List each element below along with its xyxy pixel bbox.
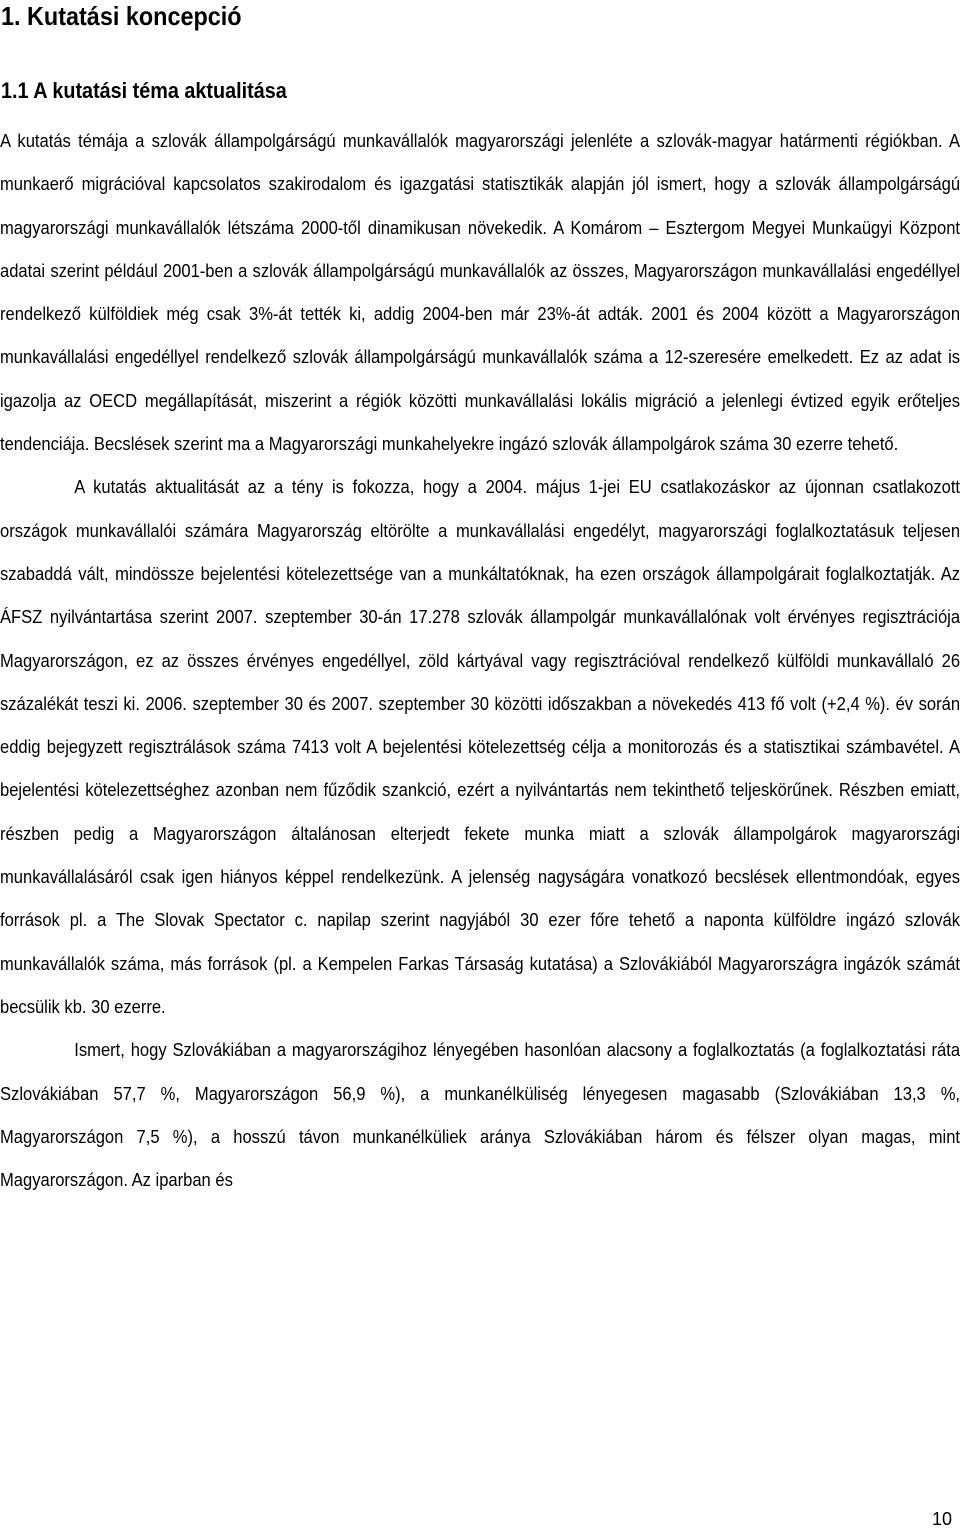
paragraph-2: A kutatás aktualitását az a tény is fokozza, hogy a 2004. május 1-jei EU csatlakozáskor az újonnan csatlakozott országok munkavállalói számára Magyarország eltörölte a munkavállalási engedélyt, magyarországi foglalkoztatásuk teljesen szabaddá vált, mindössze bejelentési kötelezettsége van a munkáltatóknak, ha ezen országok állampolgárait foglalkoztatják. Az ÁFSZ nyilvántartása szerint 2007. szeptember 30-án 17.278 szlovák állampolgár munkavállalónak volt érvényes regisztrációja Magyarországon, ez az összes érvényes engedéllyel, zöld kártyával vagy regisztrációval rendelkező külföldi munkavállaló 26 százalékát teszi ki. 2006. szeptember 30 és 2007. szeptember 30 közötti időszakban a növekedés 413 fő volt (+2,4 %). év során eddig bejegyzett regisztrálások száma 7413 volt A bejelentési kötelezettség célja a monitorozás és a statisztikai számbavétel. A bejelentési kötelezettséghez azonban nem fűződik szankció, ezért a nyilvántartás nem tekinthető teljeskörűnek. Részben emiatt, részben pedig a Magyarországon általánosan elterjedt fekete munka miatt a szlovák állampolgárok magyarországi munkavállalásáról csak igen hiányos képpel rendelkezünk. A jelenség nagyságára vonatkozó becslések ellentmondóak, egyes források pl. a The Slovak Spectator c. napilap szerint nagyjából 30 ezer főre tehető a naponta külföldre ingázó szlovák munkavállalók száma, más források (pl. a Kempelen Farkas Társaság kutatása) a Szlovákiából Magyarországra ingázók számát becsülik kb. 30 ezerre. bbox=[0, 476, 960, 1017]
paragraph-3: Ismert, hogy Szlovákiában a magyarországihoz lényegében hasonlóan alacsony a foglalkoztatás (a foglalkoztatási ráta Szlovákiában 57,7 %, Magyarországon 56,9 %), a munkanélküliség lényegesen magasabb (Szlovákiában 13,3 %, Magyarországon 7,5 %), a hosszú távon munkanélküliek aránya Szlovákiában három és félszer olyan magas, mint Magyarországon. Az iparban és bbox=[0, 1039, 960, 1191]
body-text bbox=[0, 119, 960, 1201]
chapter-heading: 1. Kutatási koncepció bbox=[1, 1, 242, 31]
section-heading: 1.1 A kutatási téma aktualitása bbox=[1, 78, 287, 103]
paragraph-1: A kutatás témája a szlovák állampolgárságú munkavállalók magyarországi jelenléte a szlovák-magyar határmenti régiókban. A munkaerő migrációval kapcsolatos szakirodalom és igazgatási statisztikák alapján jól ismert, hogy a szlovák állampolgárságú magyarországi munkavállalók létszáma 2000-től dinamikusan növekedik. A Komárom – Esztergom Megyei Munkaügyi Központ adatai szerint például 2001-ben a szlovák állampolgárságú munkavállalók az összes, Magyarországon munkavállalási engedéllyel rendelkező külföldiek még csak 3%-át tették ki, addig 2004-ben már 23%-át adták. 2001 és 2004 között a Magyarországon munkavállalási engedéllyel rendelkező szlovák állampolgárságú munkavállalók száma a 12-szeresére emelkedett. Ez az adat is igazolja az OECD megállapítását, miszerint a régiók közötti munkavállalási lokális migráció a jelenlegi évtized egyik erőteljes tendenciája. Becslések szerint ma a Magyarországi munkahelyekre ingázó szlovák állampolgárok száma 30 ezerre tehető. bbox=[0, 130, 960, 455]
page-number: 10 bbox=[931, 1509, 952, 1529]
